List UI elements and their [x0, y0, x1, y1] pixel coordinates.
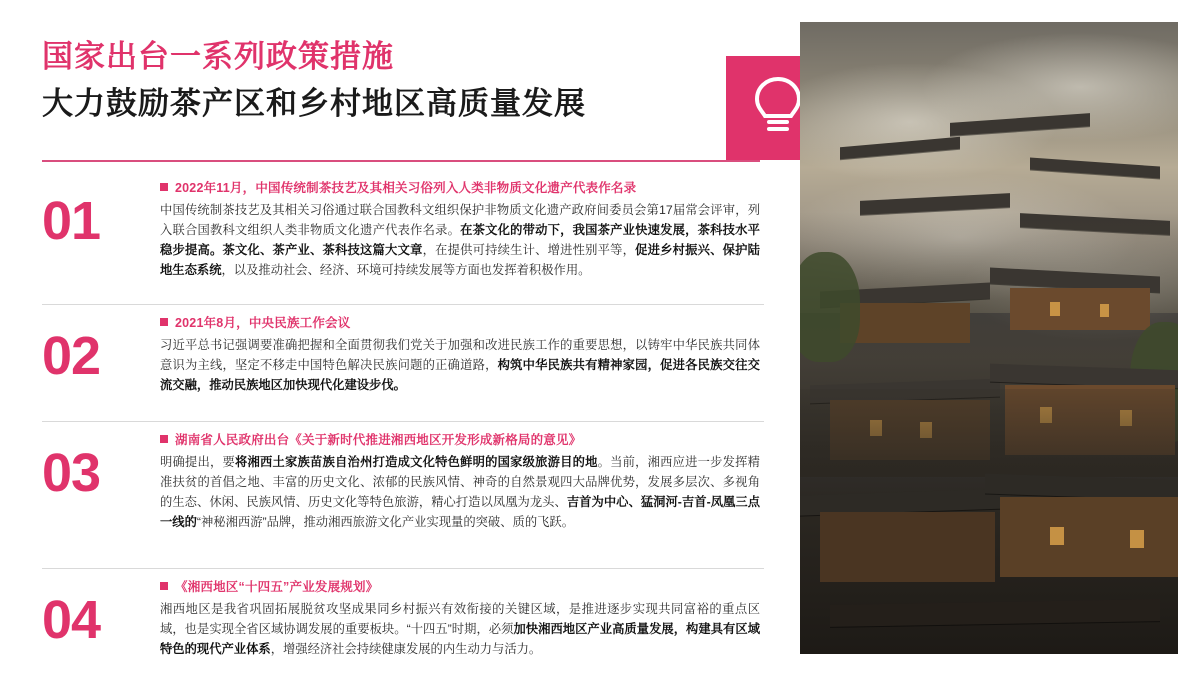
- list-item: [42, 305, 764, 422]
- list-item: [42, 569, 764, 695]
- item-body: [160, 178, 764, 281]
- header-divider: [42, 160, 760, 162]
- wall: [1010, 288, 1150, 330]
- square-bullet-icon: [160, 582, 168, 590]
- tree: [800, 252, 860, 362]
- item-number: 01: [42, 191, 101, 251]
- square-bullet-icon: [160, 183, 168, 191]
- wall: [820, 512, 995, 582]
- page-title-main: 国家出台一系列政策措施: [42, 39, 394, 74]
- item-number: 04: [42, 590, 101, 650]
- square-bullet-icon: [160, 435, 168, 443]
- lightbulb-icon: [751, 75, 805, 142]
- list-item: [42, 422, 764, 569]
- item-text: 中国传统制茶技艺及其相关习俗通过联合国教科文组织保护非物质文化遗产政府间委员会第17届常会评审，列入联合国教科文组织人类非物质文化遗产代表作名录。在茶文化的带动下，我国茶产业快速发展，茶科技水平稳步提高。茶文化、茶产业、茶科技这篇大文章，在提供可持续生计、增进性别平等，促进乡村振兴、保护陆地生态系统，以及推动社会、经济、环境可持续发展等方面也发挥着积极作用。: [160, 203, 760, 277]
- item-text: 湘西地区是我省巩固拓展脱贫攻坚成果同乡村振兴有效衔接的关键区域，是推进逐步实现共同富裕的重点区域，也是实现全省区域协调发展的重要板块。“十四五”时期，必须加快湘西地区产业高质量发展，构建具有区域特色的现代产业体系，增强经济社会持续健康发展的内生动力与活力。: [160, 602, 760, 656]
- item-number: 02: [42, 326, 101, 386]
- list-item: [42, 170, 764, 305]
- item-title: 《湘西地区“十四五”产业发展规划》: [175, 580, 379, 594]
- item-number: 03: [42, 443, 101, 503]
- item-header: [160, 313, 760, 331]
- window-glow: [1050, 527, 1064, 545]
- item-title: 湖南省人民政府出台《关于新时代推进湘西地区开发形成新格局的意见》: [175, 433, 582, 447]
- item-body: [160, 430, 764, 533]
- policy-list: [42, 170, 764, 695]
- item-header: [160, 577, 760, 595]
- item-body: [160, 313, 764, 396]
- window-glow: [1100, 304, 1109, 317]
- village-photo: [800, 22, 1178, 654]
- header: [42, 38, 742, 124]
- wall: [1000, 497, 1178, 577]
- window-glow: [1050, 302, 1060, 316]
- item-text: 明确提出，要将湘西土家族苗族自治州打造成文化特色鲜明的国家级旅游目的地。当前，湘西应进一步发挥精准扶贫的首倡之地、丰富的历史文化、浓郁的民族风情、神奇的自然景观四大品牌优势，发展多层次、多视角的生态、休闲、民族风情、历史文化等特色旅游，精心打造以凤凰为龙头、吉首为中心、猛洞河-吉首-凤凰三点一线的“神秘湘西游”品牌，推动湘西旅游文化产业实现量的突破、质的飞跃。: [160, 455, 760, 529]
- item-header: [160, 178, 760, 196]
- item-title: 2022年11月，中国传统制茶技艺及其相关习俗列入人类非物质文化遗产代表作名录: [175, 181, 637, 195]
- item-body: [160, 577, 764, 660]
- window-glow: [1130, 530, 1144, 548]
- item-title: 2021年8月，中央民族工作会议: [175, 316, 351, 330]
- page-title-sub: 大力鼓励茶产区和乡村地区高质量发展: [42, 85, 586, 121]
- item-text: 习近平总书记强调要准确把握和全面贯彻我们党关于加强和改进民族工作的重要思想，以铸牢中华民族共同体意识为主线，坚定不移走中国特色解决民族问题的正确道路，构筑中华民族共有精神家园，促进各民族交往交流交融，推动民族地区加快现代化建设步伐。: [160, 338, 760, 392]
- square-bullet-icon: [160, 318, 168, 326]
- item-header: [160, 430, 760, 448]
